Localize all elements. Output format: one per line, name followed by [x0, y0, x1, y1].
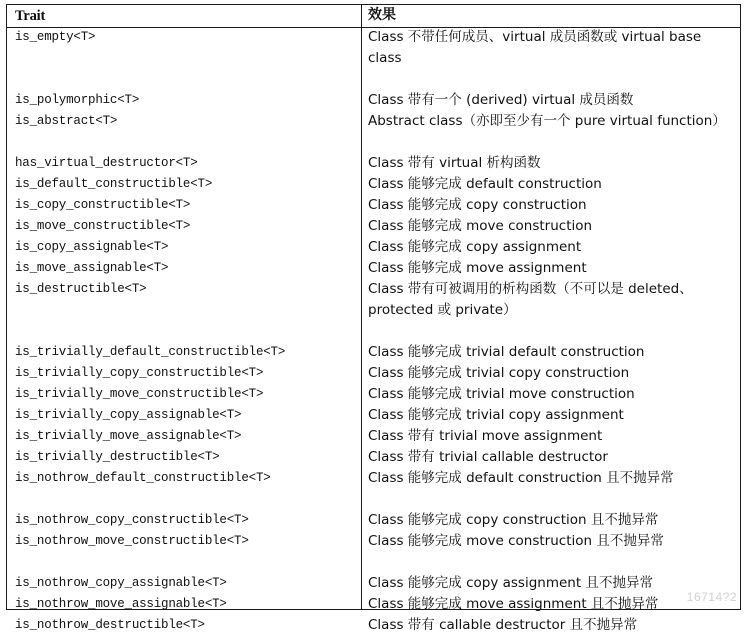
- trait-effect: Abstract class（亦即至少有一个 pure virtual function）: [368, 113, 726, 129]
- trait-name: is_copy_constructible<T>: [15, 198, 191, 212]
- trait-name: is_move_constructible<T>: [15, 219, 191, 233]
- trait-name: is_destructible<T>: [15, 282, 147, 296]
- table-right-border: [740, 4, 741, 610]
- table-row: [7, 489, 740, 531]
- trait-name: is_trivially_destructible<T>: [15, 450, 220, 464]
- trait-name: is_trivially_default_constructible<T>: [15, 345, 286, 359]
- trait-effect: Class 能够完成 copy construction 且不抛异常: [368, 512, 659, 528]
- table-body: [7, 5, 740, 636]
- table-row: [7, 531, 740, 552]
- trait-name: is_nothrow_default_constructible<T>: [15, 471, 271, 485]
- table-row: [7, 594, 740, 615]
- trait-effect: Class 不带任何成员、virtual 成员函数或 virtual base class: [368, 29, 702, 66]
- trait-effect: Class 带有一个 (derived) virtual 成员函数: [368, 92, 634, 108]
- trait-name: is_nothrow_destructible<T>: [15, 618, 205, 632]
- table-row: [7, 279, 740, 321]
- trait-effect: Class 带有 callable destructor 且不抛异常: [368, 617, 638, 633]
- trait-name: is_trivially_move_constructible<T>: [15, 387, 264, 401]
- trait-name: is_nothrow_copy_constructible<T>: [15, 513, 249, 527]
- trait-effect: Class 能够完成 move assignment: [368, 260, 587, 276]
- trait-name: is_nothrow_move_constructible<T>: [15, 534, 249, 548]
- table-row: [7, 111, 740, 132]
- table-row: [7, 174, 740, 195]
- table-row: [7, 132, 740, 174]
- trait-name: is_nothrow_move_assignable<T>: [15, 597, 227, 611]
- trait-name: is_polymorphic<T>: [15, 93, 140, 107]
- trait-name: is_copy_assignable<T>: [15, 240, 169, 254]
- trait-effect: Class 能够完成 default construction 且不抛异常: [368, 470, 674, 486]
- trait-effect: Class 能够完成 trivial move construction: [368, 386, 635, 402]
- table-row: [7, 384, 740, 405]
- trait-effect: Class 能够完成 default construction: [368, 176, 602, 192]
- table-row: [7, 69, 740, 111]
- trait-effect: Class 能够完成 trivial copy assignment: [368, 407, 624, 423]
- table-row: [7, 258, 740, 279]
- trait-name: is_empty<T>: [15, 30, 96, 44]
- trait-effect: Class 带有 virtual 析构函数: [368, 155, 541, 171]
- trait-effect: Class 能够完成 copy assignment 且不抛异常: [368, 575, 653, 591]
- trait-name: is_trivially_copy_assignable<T>: [15, 408, 242, 422]
- table-row: [7, 363, 740, 384]
- trait-effect: Class 能够完成 move construction: [368, 218, 593, 234]
- trait-name: is_nothrow_copy_assignable<T>: [15, 576, 227, 590]
- trait-effect: Class 能够完成 move construction 且不抛异常: [368, 533, 664, 549]
- table-row: [7, 216, 740, 237]
- table-row: [7, 426, 740, 447]
- trait-effect: Class 带有 trivial move assignment: [368, 428, 603, 444]
- table-row: [7, 237, 740, 258]
- column-header-effect: 效果: [368, 8, 396, 23]
- table-row: [7, 447, 740, 468]
- trait-effect: Class 能够完成 trivial copy construction: [368, 365, 630, 381]
- table-row: [7, 321, 740, 363]
- trait-name: is_default_constructible<T>: [15, 177, 213, 191]
- trait-name: is_abstract<T>: [15, 114, 118, 128]
- trait-name: has_virtual_destructor<T>: [15, 156, 198, 170]
- table-row: [7, 195, 740, 216]
- trait-effect: Class 带有可被调用的析构函数（不可以是 deleted、protected 或 private）: [368, 281, 693, 318]
- trait-name: is_trivially_move_assignable<T>: [15, 429, 242, 443]
- table-row: [7, 615, 740, 636]
- table-row: [7, 468, 740, 489]
- trait-effect: Class 能够完成 copy assignment: [368, 239, 582, 255]
- table-row: [7, 552, 740, 594]
- trait-effect: Class 能够完成 copy construction: [368, 197, 587, 213]
- watermark-text: 16714?2: [686, 590, 737, 604]
- column-header-trait: Trait: [15, 8, 46, 24]
- trait-name: is_trivially_copy_constructible<T>: [15, 366, 264, 380]
- trait-table-figure: [6, 4, 741, 633]
- trait-effect: Class 能够完成 move assignment 且不抛异常: [368, 596, 659, 612]
- trait-effect: Class 能够完成 trivial default construction: [368, 344, 645, 360]
- trait-name: is_move_assignable<T>: [15, 261, 169, 275]
- table-row: [7, 27, 740, 69]
- table-header-row: [7, 5, 740, 27]
- trait-effect: Class 带有 trivial callable destructor: [368, 449, 608, 465]
- table-row: [7, 405, 740, 426]
